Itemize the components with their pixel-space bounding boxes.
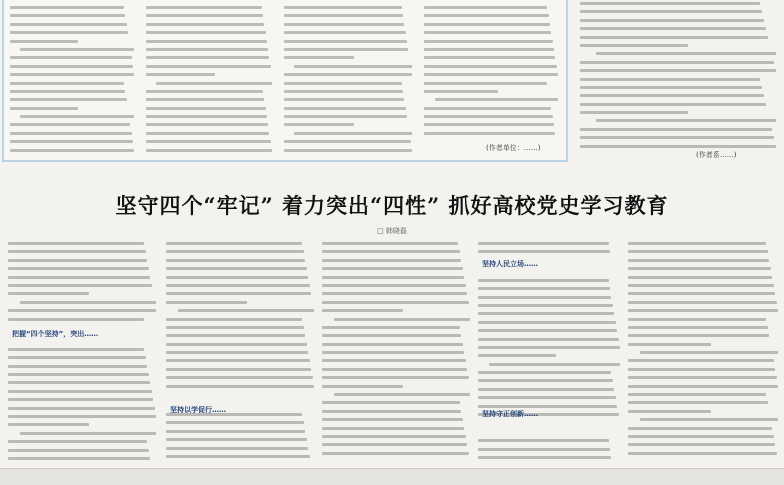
text-line (166, 447, 308, 450)
text-column (10, 6, 134, 156)
text-line (146, 6, 262, 9)
text-line (166, 326, 304, 329)
text-line (580, 128, 772, 131)
text-line (424, 31, 551, 34)
text-line (10, 23, 127, 26)
text-line (8, 365, 147, 368)
text-line (580, 44, 688, 47)
text-line (334, 318, 470, 321)
text-line (284, 56, 354, 59)
text-line (478, 379, 613, 382)
text-line (146, 23, 264, 26)
text-line (628, 284, 774, 287)
text-line (580, 27, 766, 30)
text-line (628, 242, 766, 245)
body-column (8, 242, 156, 464)
text-line (478, 321, 616, 324)
text-line (10, 31, 128, 34)
text-line (166, 276, 308, 279)
text-line (146, 31, 266, 34)
text-line (146, 56, 269, 59)
text-line (478, 250, 610, 253)
text-line (8, 449, 149, 452)
text-line (580, 78, 760, 81)
text-line (580, 86, 762, 89)
text-line (628, 385, 778, 388)
text-line (478, 287, 610, 290)
page-bottom-divider (0, 468, 784, 485)
text-line (478, 304, 613, 307)
text-line (8, 259, 147, 262)
text-line (424, 23, 550, 26)
text-line (628, 393, 766, 396)
text-line (580, 61, 774, 64)
text-line (628, 276, 772, 279)
text-line (166, 368, 311, 371)
text-line (628, 267, 771, 270)
text-line (146, 48, 268, 51)
text-line (8, 390, 152, 393)
text-line (580, 19, 764, 22)
text-line (580, 145, 776, 148)
text-line (322, 301, 469, 304)
text-line (10, 149, 134, 152)
body-column (478, 242, 620, 464)
section-subheading: 坚持人民立场…… (482, 260, 538, 268)
text-line (322, 443, 467, 446)
text-line (10, 40, 78, 43)
text-line (10, 73, 134, 76)
text-line (8, 292, 89, 295)
section-subheading: 坚持守正创新…… (482, 410, 538, 418)
text-line (322, 309, 403, 312)
author-signature: (作者系……) (696, 151, 737, 159)
text-line (424, 107, 551, 110)
text-line (8, 381, 150, 384)
text-line (322, 326, 460, 329)
text-line (146, 65, 271, 68)
text-line (478, 329, 617, 332)
text-line (146, 115, 267, 118)
text-line (284, 90, 403, 93)
text-line (322, 292, 467, 295)
text-line (478, 354, 556, 357)
body-column (628, 242, 778, 464)
body-column (322, 242, 470, 464)
text-line (424, 6, 547, 9)
text-line (8, 267, 149, 270)
text-line (166, 421, 304, 424)
text-line (146, 14, 263, 17)
text-line (8, 373, 149, 376)
section-subheading: 坚持以学促行…… (170, 406, 226, 414)
text-line (640, 418, 778, 421)
text-line (435, 98, 558, 101)
text-line (424, 123, 554, 126)
text-line (628, 359, 774, 362)
text-line (166, 385, 314, 388)
author-signature: (作者单位：……) (486, 144, 541, 152)
text-line (146, 140, 271, 143)
text-line (478, 405, 617, 408)
text-line (8, 356, 146, 359)
text-line (424, 132, 555, 135)
text-line (628, 368, 775, 371)
text-line (8, 398, 153, 401)
text-line (10, 123, 130, 126)
text-line (478, 312, 614, 315)
text-line (20, 115, 134, 118)
text-line (322, 334, 461, 337)
text-line (294, 65, 412, 68)
text-line (10, 82, 124, 85)
text-line (322, 401, 460, 404)
text-line (166, 284, 310, 287)
text-line (146, 149, 272, 152)
text-line (146, 73, 215, 76)
text-line (424, 73, 558, 76)
text-line (8, 284, 152, 287)
text-line (10, 14, 125, 17)
text-line (166, 343, 307, 346)
text-line (8, 407, 155, 410)
text-line (284, 6, 402, 9)
text-line (146, 107, 266, 110)
text-line (322, 385, 403, 388)
text-line (424, 115, 553, 118)
text-line (10, 107, 78, 110)
text-line (478, 338, 619, 341)
text-line (478, 448, 610, 451)
text-line (146, 90, 263, 93)
text-line (322, 410, 461, 413)
text-line (628, 427, 772, 430)
text-line (8, 457, 150, 460)
text-line (166, 292, 311, 295)
text-line (166, 376, 313, 379)
text-line (478, 279, 609, 282)
previous-article-section (0, 0, 784, 168)
text-line (166, 267, 307, 270)
text-line (322, 242, 458, 245)
text-line (20, 301, 156, 304)
text-line (322, 376, 469, 379)
text-line (284, 73, 412, 76)
text-line (166, 242, 302, 245)
text-line (8, 276, 150, 279)
text-line (580, 10, 762, 13)
text-line (322, 452, 469, 455)
text-line (628, 435, 774, 438)
text-line (284, 98, 404, 101)
text-line (8, 415, 156, 418)
text-line (628, 443, 775, 446)
text-line (640, 351, 778, 354)
text-line (166, 351, 308, 354)
text-line (166, 438, 307, 441)
text-line (424, 14, 549, 17)
text-line (10, 6, 124, 9)
text-line (166, 250, 304, 253)
text-line (166, 318, 302, 321)
text-line (628, 318, 766, 321)
text-line (10, 65, 133, 68)
text-line (166, 334, 305, 337)
text-line (8, 348, 144, 351)
text-line (146, 98, 264, 101)
text-column (580, 2, 776, 152)
text-line (166, 359, 310, 362)
text-line (284, 14, 403, 17)
text-line (146, 40, 267, 43)
text-line (8, 250, 146, 253)
text-line (284, 48, 408, 51)
text-line (478, 346, 620, 349)
text-line (284, 40, 407, 43)
text-line (580, 136, 774, 139)
text-line (628, 259, 769, 262)
text-line (628, 401, 768, 404)
text-line (628, 410, 711, 413)
text-line (10, 98, 127, 101)
text-line (580, 69, 776, 72)
text-line (284, 23, 404, 26)
text-line (8, 309, 156, 312)
body-column (166, 242, 314, 464)
article-title: 坚守四个“牢记” 着力突出“四性” 抓好高校党史学习教育 (115, 193, 669, 218)
text-line (322, 359, 466, 362)
text-line (334, 393, 470, 396)
text-column (146, 6, 272, 156)
text-line (284, 149, 412, 152)
text-line (8, 242, 144, 245)
text-line (146, 123, 268, 126)
text-line (156, 82, 272, 85)
text-line (628, 326, 768, 329)
text-line (478, 439, 609, 442)
text-line (628, 292, 775, 295)
text-line (628, 343, 711, 346)
text-line (580, 94, 764, 97)
text-line (166, 455, 310, 458)
text-line (424, 56, 555, 59)
text-line (628, 452, 777, 455)
text-line (580, 2, 760, 5)
text-line (580, 103, 766, 106)
text-line (284, 31, 406, 34)
text-line (424, 90, 498, 93)
text-line (10, 90, 125, 93)
text-line (424, 48, 554, 51)
text-line (478, 371, 611, 374)
text-line (489, 363, 620, 366)
text-line (628, 250, 768, 253)
text-line (322, 276, 464, 279)
text-line (322, 343, 463, 346)
text-line (8, 423, 89, 426)
text-line (20, 48, 134, 51)
text-line (322, 368, 467, 371)
text-line (322, 284, 466, 287)
text-line (284, 140, 411, 143)
text-line (580, 36, 768, 39)
text-line (284, 115, 407, 118)
text-line (478, 396, 616, 399)
text-line (628, 309, 778, 312)
text-line (178, 309, 314, 312)
text-column (284, 6, 412, 156)
text-line (20, 432, 156, 435)
text-line (284, 123, 354, 126)
text-line (424, 82, 547, 85)
text-line (478, 456, 611, 459)
text-line (8, 440, 147, 443)
text-line (8, 318, 144, 321)
text-line (628, 334, 769, 337)
section-subheading: 把握“四个坚持”，突出…… (12, 330, 99, 338)
text-line (424, 65, 557, 68)
text-line (146, 132, 269, 135)
text-line (596, 52, 776, 55)
article-byline: □ 韩晓磊 (377, 227, 407, 235)
text-line (284, 82, 402, 85)
text-line (322, 267, 463, 270)
text-line (322, 418, 463, 421)
text-line (322, 250, 460, 253)
subhead-gap (478, 421, 620, 439)
text-line (596, 119, 776, 122)
text-line (478, 296, 611, 299)
text-line (424, 40, 553, 43)
text-line (628, 301, 777, 304)
text-line (322, 427, 464, 430)
text-line (580, 111, 688, 114)
text-line (166, 301, 247, 304)
text-column (424, 6, 558, 156)
text-line (166, 259, 305, 262)
text-line (10, 132, 132, 135)
text-line (322, 259, 461, 262)
text-line (284, 107, 406, 110)
text-line (322, 435, 466, 438)
text-line (628, 376, 777, 379)
text-line (294, 132, 412, 135)
text-line (166, 430, 305, 433)
text-line (478, 388, 614, 391)
text-line (478, 242, 609, 245)
text-line (10, 140, 133, 143)
text-line (10, 56, 132, 59)
text-line (322, 351, 464, 354)
